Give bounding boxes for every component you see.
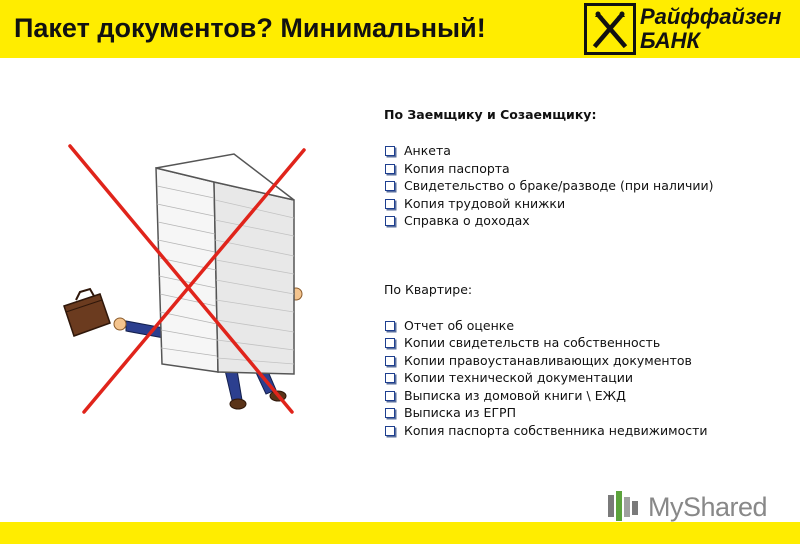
checkbox-bullet-icon [385, 338, 395, 348]
list-item: Копии правоустанавливающих документов [384, 352, 784, 370]
borrower-section-title: По Заемщику и Созаемщику: [384, 107, 597, 122]
checkbox-bullet-icon [385, 164, 395, 174]
raiffeisen-crossed-horses-icon [584, 3, 636, 55]
checkbox-bullet-icon [385, 391, 395, 401]
apartment-documents-list [384, 317, 784, 440]
checkbox-bullet-icon [385, 356, 395, 366]
checkbox-bullet-icon [385, 373, 395, 383]
checkbox-bullet-icon [385, 146, 395, 156]
bank-name-line1: Райффайзен [640, 4, 782, 29]
list-item: Справка о доходах [384, 212, 784, 230]
bank-logo [584, 3, 790, 55]
briefcase-icon [64, 289, 110, 336]
myshared-logo-icon [606, 487, 642, 525]
list-item: Копии технической документации [384, 369, 784, 387]
document-lists [384, 106, 784, 439]
list-item: Выписка из ЕГРП [384, 404, 784, 422]
footer-bar [0, 522, 800, 544]
checkbox-bullet-icon [385, 181, 395, 191]
checkbox-bullet-icon [385, 426, 395, 436]
checkbox-bullet-icon [385, 321, 395, 331]
list-item: Копия трудовой книжки [384, 195, 784, 213]
list-item: Копии свидетельств на собственность [384, 334, 784, 352]
checkbox-bullet-icon [385, 216, 395, 226]
watermark-text: MyShared [648, 492, 768, 522]
list-item: Копия паспорта [384, 160, 784, 178]
checkbox-bullet-icon [385, 408, 395, 418]
list-item: Анкета [384, 142, 784, 160]
list-item: Отчет об оценке [384, 317, 784, 335]
checkbox-bullet-icon [385, 199, 395, 209]
list-item: Выписка из домовой книги \ ЕЖД [384, 387, 784, 405]
paper-stack-illustration [56, 138, 322, 420]
myshared-watermark [606, 487, 776, 525]
apartment-section-title: По Квартире: [384, 281, 473, 297]
page-title: Пакет документов? Минимальный! [14, 13, 486, 43]
bank-name-line2: БАНК [640, 28, 701, 53]
borrower-documents-list [384, 142, 784, 230]
list-item: Свидетельство о браке/разводе (при наличии) [384, 177, 784, 195]
header-bar [0, 0, 800, 58]
list-item: Копия паспорта собственника недвижимости [384, 422, 784, 440]
